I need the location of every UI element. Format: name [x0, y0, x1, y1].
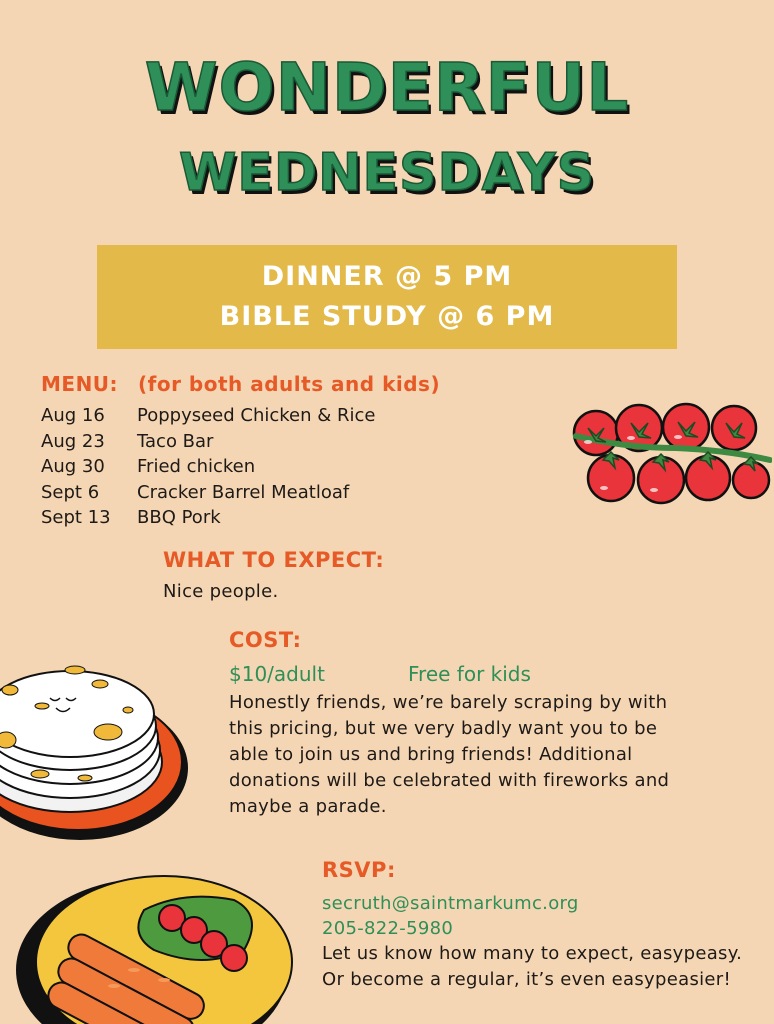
- cost-heading: COST:: [229, 628, 302, 652]
- dinner-time: DINNER @ 5 PM: [261, 261, 513, 292]
- expect-text: Nice people.: [163, 581, 279, 602]
- menu-item: [41, 429, 376, 455]
- rsvp-line: Or become a regular, it’s even easypeasier!: [322, 969, 732, 990]
- menu-item: [41, 454, 376, 480]
- taquitos-plate-icon: [14, 870, 304, 1024]
- menu-item: [41, 403, 376, 429]
- rsvp-line: Let us know how many to expect, easypeasy.: [322, 943, 743, 964]
- menu-dish: Cracker Barrel Meatloaf: [137, 481, 350, 503]
- menu-date: Aug 30: [41, 456, 105, 477]
- cost-kids: Free for kids: [408, 662, 531, 686]
- page-title-line1: WONDERFUL: [144, 49, 630, 126]
- tomato-vine-icon: [566, 398, 772, 510]
- rsvp-heading: RSVP:: [322, 858, 396, 882]
- menu-dish: Fried chicken: [137, 456, 256, 477]
- menu-heading: [41, 370, 440, 398]
- menu-date: Aug 23: [41, 430, 105, 452]
- tortilla-stack-icon: [0, 650, 190, 850]
- expect-heading: WHAT TO EXPECT:: [163, 548, 385, 572]
- menu-list: [41, 403, 376, 531]
- menu-item: [41, 505, 376, 531]
- cost-line: this pricing, but we very badly want you to be: [229, 718, 658, 739]
- menu-dish: Poppyseed Chicken & Rice: [137, 405, 376, 426]
- cost-line: able to join us and bring friends! Additional: [229, 744, 633, 765]
- cost-line: donations will be celebrated with fireworks and: [229, 770, 670, 791]
- menu-dish: Taco Bar: [137, 430, 214, 452]
- menu-label: MENU:: [41, 372, 119, 396]
- cost-line: maybe a parade.: [229, 796, 387, 817]
- rsvp-email[interactable]: secruth@saintmarkumc.org: [322, 893, 579, 914]
- menu-note: (for both adults and kids): [138, 372, 441, 396]
- menu-dish: BBQ Pork: [137, 507, 221, 528]
- page-title-line2: WEDNESDAYS: [178, 143, 596, 203]
- cost-description: [229, 690, 749, 820]
- bible-study-time: BIBLE STUDY @ 6 PM: [219, 301, 555, 332]
- schedule-banner: [97, 245, 677, 349]
- menu-item: [41, 480, 376, 506]
- menu-date: Sept 13: [41, 507, 111, 528]
- cost-line: Honestly friends, we’re barely scraping by with: [229, 692, 668, 713]
- rsvp-phone[interactable]: 205-822-5980: [322, 918, 454, 939]
- menu-date: Aug 16: [41, 405, 105, 426]
- menu-date: Sept 6: [41, 481, 100, 503]
- cost-adult: $10/adult: [229, 662, 325, 686]
- rsvp-description: [322, 941, 762, 993]
